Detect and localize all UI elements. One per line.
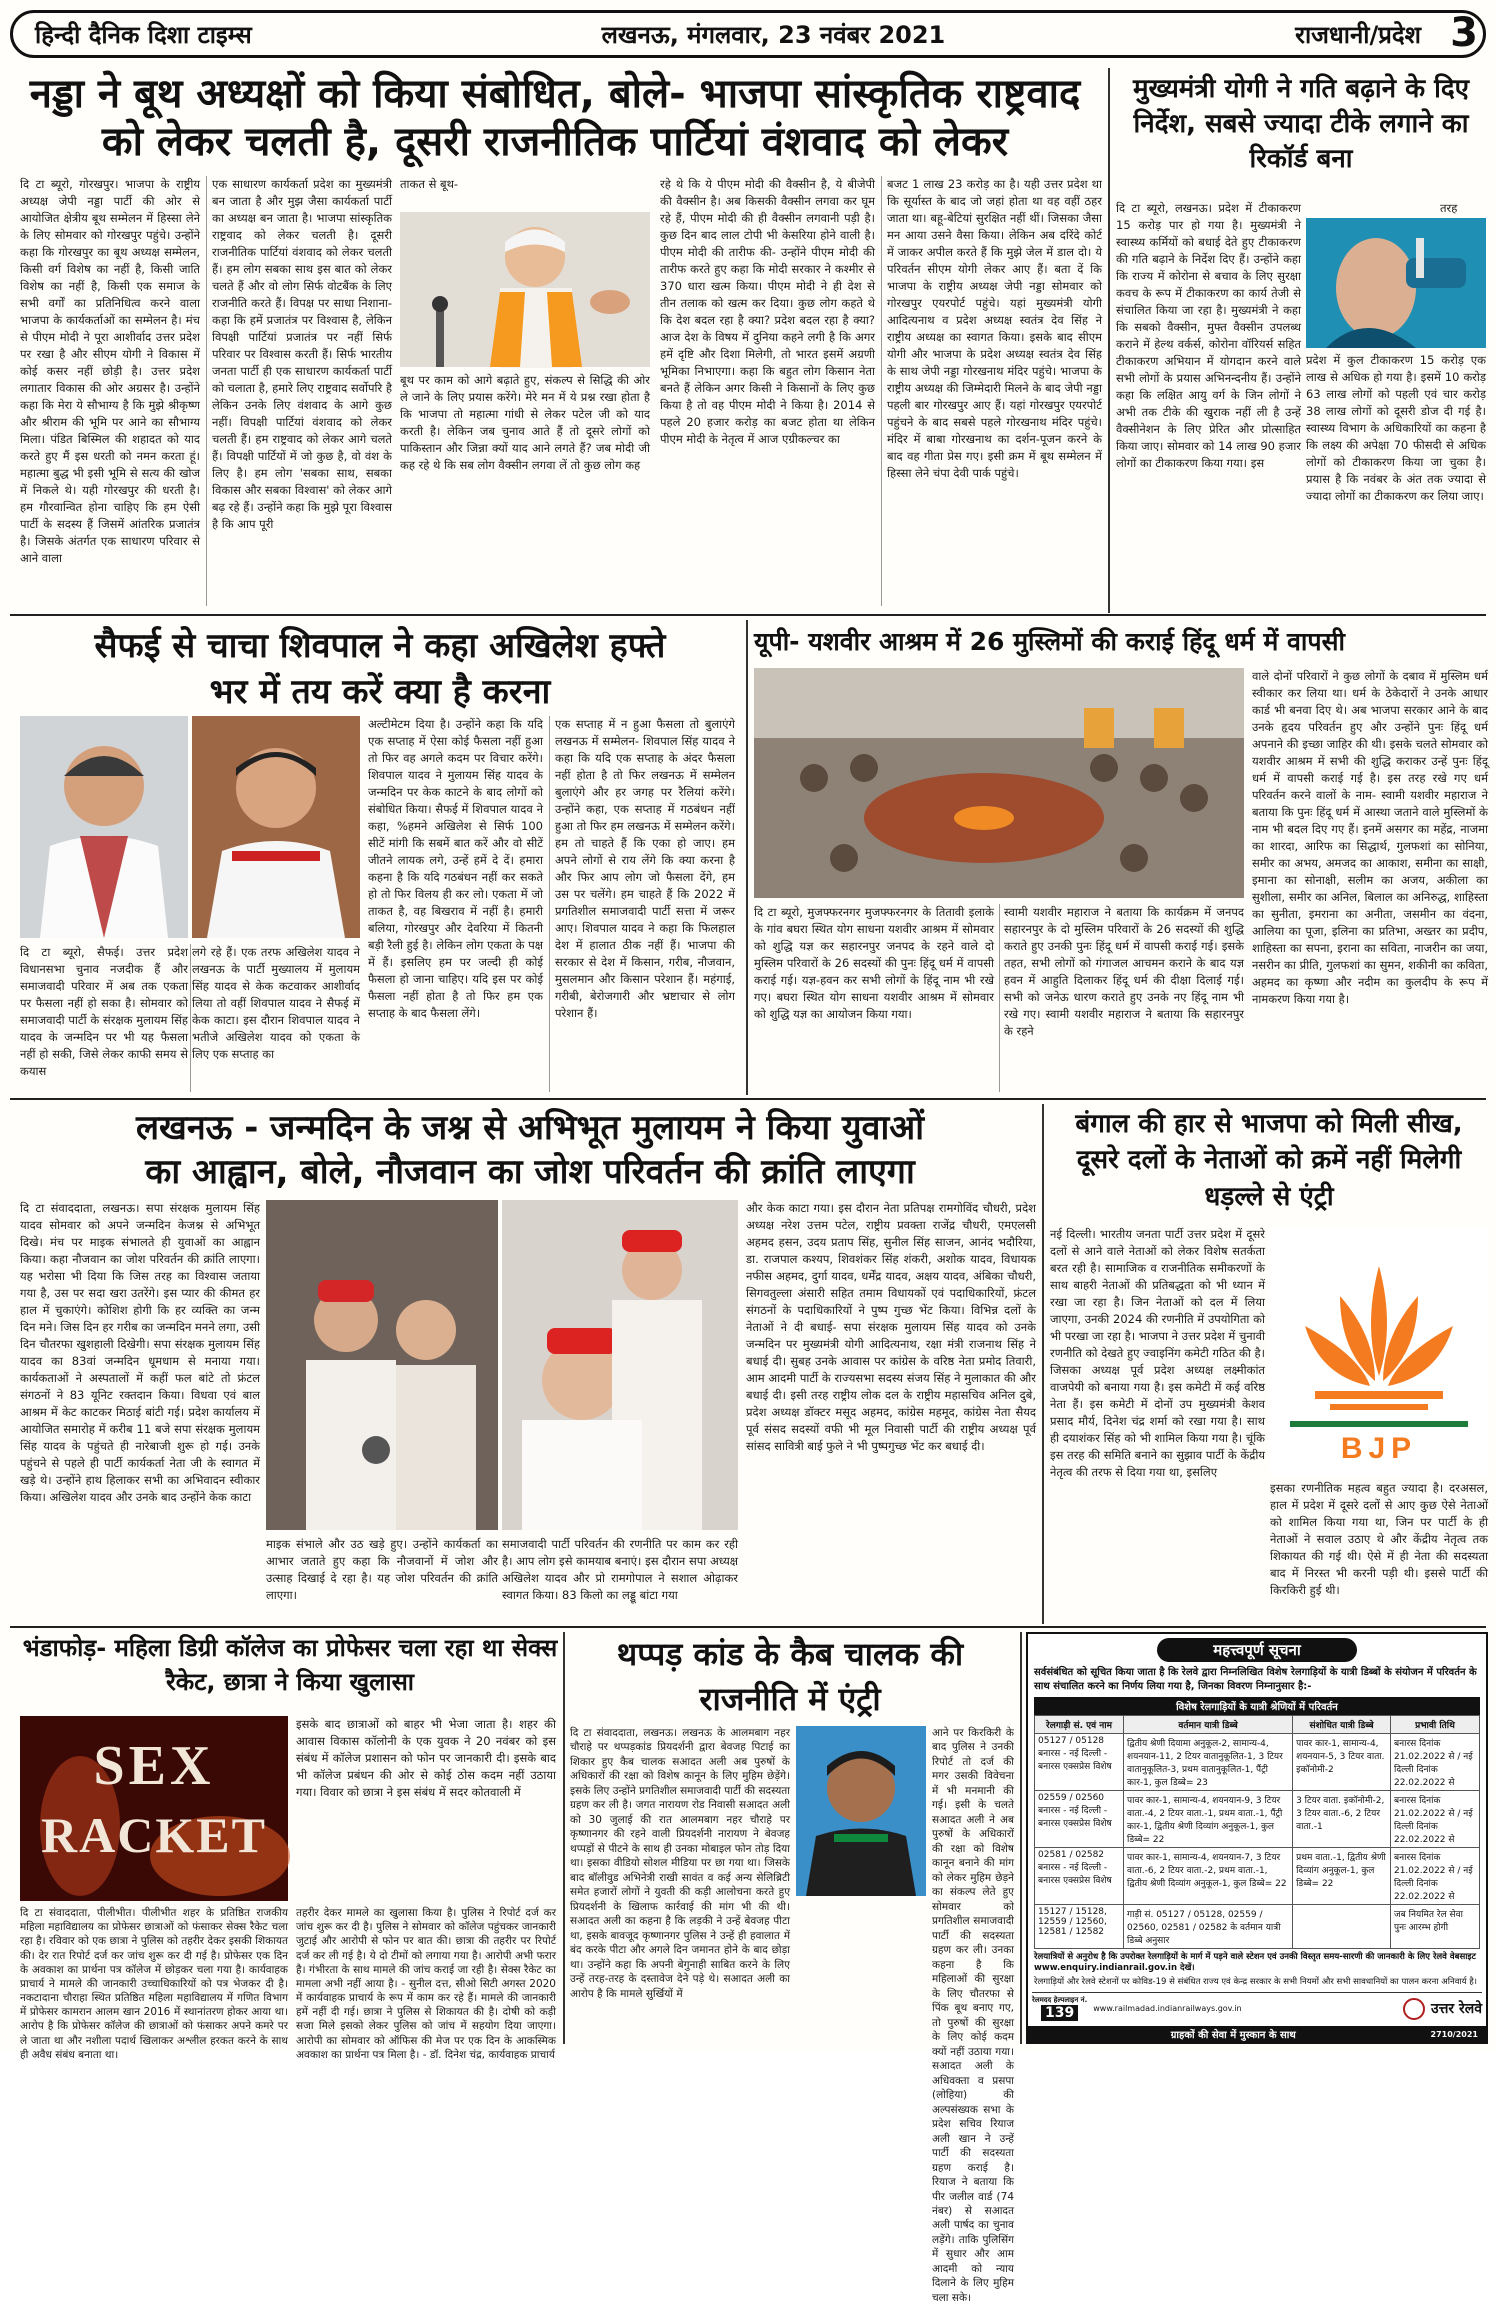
nadda-photo [400, 212, 650, 367]
story1-col5: बजट 1 लाख 23 करोड़ का है। यही उत्तर प्रदेश था कि सूर्यास्त के बाद जो जहां होता था वह वहीं ठहर जाता था। बहू-बेटियां सुरक्षित नहीं थीं। जिसका जैसा मन आया उसने वैसा किया। लेकिन अब दरिंदे कोर्ट में जाकर अपील करते हैं कि मुझे जेल में डाल दो। ये परिवर्तन सीएम योगी लेकर आए हैं। बता दें कि भाजपा के राष्ट्रीय अध्यक्ष जेपी नड्डा सोमवार को गोरखपुर एयरपोर्ट पहुंचे। यहां मुख्यमंत्री योगी आदित्यनाथ व प्रदेश अध्यक्ष स्वतंत्र देव सिंह ने राष्ट्रीय अध्यक्ष का स्वागत किया। इसके बाद सीएम योगी और भाजपा के प्रदेश अध्यक्ष स्वतंत्र देव सिंह के साथ जेपी नड्डा गोरखनाथ मंदिर पहुंचे। भाजपा के राष्ट्रीय अध्यक्ष की जिम्मेदारी मिलने के बाद जेपी नड्डा पहली बार गोरखपुर आए हैं। यहां गोरखपुर एयरपोर्ट पहुंचने के बाद सबसे पहले गोरखनाथ मंदिर पहुंचे। मंदिर में बाबा गोरखनाथ का दर्शन-पूजन करने के बाद वह गीता प्रेस गए। इसी क्रम में बूथ सम्मेलन में हिस्सा लेने चंपा देवी पार्क पहुंचे। [887, 177, 1102, 481]
story7-col3: तहरीर देकर मामले का खुलासा किया है। पुलिस ने रिपोर्ट दर्ज कर जांच शुरू कर दी है। पुलिस ने सोमवार को कॉलेज पहुंचकर जानकारी जुटाई और आरोपी से फोन पर बात की। छात्रा की तहरीर पर रिपोर्ट दर्ज कर ली गई है। ये दो टीमों को लगाया गया है। आरोपी अभी फरार है। गंभीरता के साथ मामले की जांच कराई जा रही है। सेक्स रैकेट का मामला अभी नहीं आया है। - सुनील दत्त, सीओ सिटी अगस्त 2020 में कार्यवाहक प्राचार्य के रूप में काम कर रहे हैं। मामले की जानकारी हमें नहीं दी गई। छात्रा ने पुलिस से शिकायत की है। दोषी को कड़ी सजा मिले इसको लेकर पुलिस को जांच में सहयोग दिया जाएगा। आरोपी का सोमवार को ऑफिस की मेज पर एक दिन के आकस्मिक अवकाश का प्रार्थना पत्र मिला है। - डॉ. दिनेश चंद्र, कार्यवाहक प्राचार्य [296, 1907, 556, 2061]
railway-logo-icon [1403, 1998, 1425, 2020]
nadda-figure [400, 212, 650, 367]
graphic-text-2: RACKET [41, 1807, 267, 1863]
section-rule [10, 1098, 1486, 1100]
divider [999, 904, 1000, 1092]
section-name: राजधानी/प्रदेश [1295, 20, 1421, 49]
story1-col4: रहे थे कि ये पीएम मोदी की वैक्सीन है, ये बीजेपी की वैक्सीन है। अब किसकी वैक्सीन लगवा कर घूम रहे हैं, पीएम मोदी की ही वैक्सीन लगवानी पड़ी है। कुछ दिन बाद लाल टोपी भी केसरिया होने वाली है। पीएम मोदी की तारीफ की- उन्होंने पीएम मोदी की तारीफ करते हुए कहा कि मोदी सरकार ने कश्मीर से 370 धारा खत्म किया। पीएम मोदी ने ही देश से तीन तलाक को खत्म कर दिया। कुछ लोग कहते थे कि देश बदल रहा है क्या? प्रदेश बदल रहा है क्या? आज देश के विषय में दुनिया कहने लगी है कि अगर हमें दृष्टि और दिशा मिलेगी, तो भारत इसमें अग्रणी भूमिका निभाएगा। कहा कि बहुत लोग किसान नेता बनते हैं लेकिन अगर किसी ने किसानों के लिए कुछ किया है तो वह पीएम मोदी ने किया है। 2014 से पहले 20 हजार करोड़ का बजट होता था लेकिन पीएम मोदी के नेतृत्व में आज एग्रीकल्चर का [660, 177, 875, 447]
story8-headline [570, 1632, 1010, 1722]
mulayam-figure-1 [266, 1200, 498, 1530]
akhilesh-photo [192, 716, 360, 938]
table-cell: 05127 / 05128 बनारस - नई दिल्ली - बनारस एक्सप्रेस विशेष [1035, 1734, 1124, 1791]
paper-name: हिन्दी दैनिक दिशा टाइम्स [35, 19, 252, 49]
table-row [1035, 1791, 1480, 1848]
notice-table-wrap [1028, 1715, 1486, 1949]
story1-col3b: बूथ पर काम को आगे बढ़ाते हुए, संकल्प से सिद्धि की ओर ले जाने के लिए प्रयास करेंगे। मेरे मन में ये प्रश्न रखा होता है कि भाजपा तो महात्मा गांधी से लेकर पटेल जी को याद करती है। लेकिन जब चुनाव आते हैं तो दूसरे लोगों को पाकिस्तान और जिन्ना क्यों याद आने लगते हैं? जब मोदी जी कह रहे थे कि सब लोग वैक्सीन लगवा लें तो कुछ लोग कह [400, 373, 650, 473]
table-row [1035, 1905, 1480, 1949]
story1-col2: एक साधारण कार्यकर्ता प्रदेश का मुख्यमंत्री बन जाता है और मुझ जैसा कार्यकर्ता पार्टी का अध्यक्ष बन जाता है। भाजपा सांस्कृतिक राष्ट्रवाद को लेकर चलती है। दूसरी राजनीतिक पार्टियां वंशवाद को लेकर चलती हैं। हम लोग सबका साथ इस बात को लेकर चलते हैं और वो लोग सिर्फ वोटबैंक के लिए राजनीति करते हैं। विपक्ष पर साधा निशाना- कहा कि हमें प्रजातंत्र पर विश्वास है, लेकिन विपक्षी पार्टियां प्रजातंत्र पर नहीं सिर्फ परिवार पर विश्वास करती हैं। सिर्फ भारतीय जनता पार्टी ही एक साधारण कार्यकर्ता पार्टी को चलाता है, हमारे लिए राष्ट्रवाद सर्वोपरि है लेकिन उनके लिए वंशवाद के आगे कुछ नहीं। विपक्षी पार्टियां वंशवाद को लेकर चलती हैं। हम राष्ट्रवाद को लेकर आगे चलते हैं। विपक्षी पार्टियों में जो कुछ है, वो वंश के लिए है। हम लोग 'सबका साथ, सबका विकास और सबका विश्वास' को लेकर आगे बढ़ रहे हैं। उन्होंने कहा कि मुझे पूरा विश्वास है कि आप पूरी [212, 177, 392, 532]
story3-headline [20, 624, 740, 716]
table-cell: 02581 / 02582 बनारस - नई दिल्ली - बनारस एक्सप्रेस विशेष [1035, 1848, 1124, 1905]
helpline-label: रेलमदद हेल्पलाइन नं. [1032, 1996, 1088, 2004]
story2-headline: मुख्यमंत्री योगी ने गति बढ़ाने के दिए निर्देश, सबसे ज्यादा टीके लगाने का रिकॉर्ड बना [1132, 74, 1470, 175]
story3-headline-line1: सैफई से चाचा शिवपाल ने कहा अखिलेश हफ्ते [94, 626, 666, 666]
table-cell: बनारस दिनांक 21.02.2022 से / नई दिल्ली दिनांक 22.02.2022 से [1390, 1848, 1479, 1905]
railway-notice [1026, 1632, 1488, 2044]
table-cell: बनारस दिनांक 21.02.2022 से / नई दिल्ली दिनांक 22.02.2022 से [1390, 1791, 1479, 1848]
story1-col3a: ताकत से बूथ- [400, 177, 459, 191]
divider [1108, 68, 1110, 613]
notice-th-revised: संशोधित यात्री डिब्बे [1293, 1716, 1391, 1734]
helpline-box [1032, 1996, 1087, 2021]
graphic-text-1: SEX [93, 1735, 215, 1797]
table-cell: बनारस दिनांक 21.02.2022 से / नई दिल्ली दिनांक 22.02.2022 से [1390, 1734, 1479, 1791]
story7-col2: दि टा संवाददाता, पीलीभीत। पीलीभीत शहर के प्रतिष्ठित राजकीय महिला महाविद्यालय का प्रोफेसर छात्राओं को फंसाकर सेक्स रैकेट चला रहा है। रविवार को एक छात्रा ने पुलिस को तहरीर देकर इसकी शिकायत की। देर रात रिपोर्ट दर्ज कर जांच शुरू कर दी गई है। प्रोफेसर एक दिन के अवकाश का प्रार्थना पत्र कॉलेज में छोड़कर चला गया है। कार्यवाहक प्राचार्य ने मामले की जानकारी उच्चाधिकारियों को पत्र भेजकर दी है। नकटादाना चौराहा स्थित प्रतिष्ठित महिला महाविद्यालय में गणित विभाग में प्रोफेसर कामरान आलम खान 2016 में स्थानांतरण होकर आया था। आरोप है कि प्रोफेसर कॉलेज की छात्राओं को फंसाकर अपने कमरे पर ले जाता था और नशीला पदार्थ खिलाकर अश्लील हरकत करने के साथ ही अवैध संबंध बनाता था। [20, 1907, 288, 2061]
table-row [1035, 1848, 1480, 1905]
shivpal-photo [20, 716, 188, 938]
table-row [1035, 1734, 1480, 1791]
table-cell [1293, 1905, 1391, 1949]
story4-headline: यूपी- यशवीर आश्रम में 26 मुस्लिमों की कराई हिंदू धर्म में वापसी [754, 627, 1345, 656]
table-cell: द्वितीय श्रेणी दियामा अनुकूल-2, सामान्य-4, शयनयान-11, 2 टियर वातानुकूलित-1, 3 टियर वातानुकूलित-3, प्रथम वातानुकूलित-1, पैंट्री कार-1, कुल डिब्बे= 23 [1124, 1734, 1293, 1791]
sex-racket-graphic [20, 1716, 288, 1901]
story3-col1: दि टा ब्यूरो, सैफई। उत्तर प्रदेश विधानसभा चुनाव नजदीक हैं और समाजवादी परिवार में अब तक एकता पर फैसला नहीं हो सका है। सोमवार को समाजवादी पार्टी के संरक्षक मुलायम सिंह यादव के जन्मदिन पर भी यह फैसला नहीं हो सकी, जिसे लेकर काफी समय से कयास [20, 945, 188, 1079]
notice-footer [1032, 1992, 1482, 2024]
akhilesh-figure [192, 716, 360, 938]
section-rule [10, 614, 1486, 616]
story8-col1: दि टा संवाददाता, लखनऊ। लखनऊ के आलमबाग नहर चौराहे पर थप्पड़कांड प्रियदर्शनी द्वारा बेवजह पिटाई का शिकार हुए कैब चालक सआदत अली अब पुरुषों के अधिकारों की रक्षा को विशेष कानून के लिए मुहिम छेड़ेंगे। इसके लिए उन्होंने प्रगतिशील समाजवादी पार्टी की सदस्यता ग्रहण कर ली है। जगत नारायण रोड निवासी सआदत अली को 30 जुलाई की रात आलमबाग नहर चौराहे पर कृष्णानगर की रहने वाली प्रियदर्शनी नारायण ने बेवजह थप्पड़ों से पीटने के साथ ही उनका मोबाइल फोन तोड़ दिया था। इसका वीडियो सोशल मीडिया पर छा गया था। जिसके बाद बॉलीवुड अभिनेत्री राखी सावंत व कई अन्य सेलिब्रिटी समेत हजारों लोगों ने युवती की कड़ी आलोचना करते हुए प्रियदर्शनी के खिलाफ कार्रवाई की मांग भी की थी। सआदत अली का कहना है कि लड़की ने उन्हें बेवजह पीटा था, इसके बावजूद कृष्णानगर पुलिस ने उन्हें ही हवालात में बंद करके पीटा और अगले दिन जमानत होने के बाद छोड़ा था। उन्होंने कहा कि अपनी बेगुनाही साबित करने के लिए उन्हें तरह-तरह के दस्तावेज देने पड़े थे। सआदत अली का आरोप है कि मामले सुर्खियों में [570, 1727, 790, 2000]
story5-headline-line1: लखनऊ - जन्मदिन के जश्न से अभिभूत मुलायम ने किया युवाओं [135, 1108, 925, 1148]
divider [563, 1632, 565, 2044]
notice-tagline: ग्राहकों की सेवा में मुस्कान के साथ [1170, 2030, 1296, 2041]
divider [549, 716, 550, 1092]
bjp-logo-text: BJP [1340, 1432, 1418, 1465]
notice-code: 2710/2021 [1430, 2029, 1478, 2039]
notice-th-current: वर्तमान यात्री डिब्बे [1124, 1716, 1293, 1734]
notice-note1: रेलयात्रियों से अनुरोध है कि उपरोक्त रेलगाड़ियों के मार्ग में पड़ने वाले स्टेशन एवं उनकी विस्तृत समय-सारणी की जानकारी के लिए रेलवे वेबसाइट www.enquiry.indianrail.gov.in देखें। [1034, 1952, 1476, 1974]
story1-headline-line1: नड्डा ने बूथ अध्यक्षों को किया संबोधित, बोले- भाजपा सांस्कृतिक राष्ट्रवाद [29, 71, 1081, 117]
story5-headline [20, 1106, 1040, 1194]
table-cell: गाड़ी सं. 05127 / 05128, 02559 / 02560, 02581 / 02582 के वर्तमान यात्री डिब्बे अनुसार [1124, 1905, 1293, 1949]
shivpal-figure [20, 716, 188, 938]
ashram-figure [754, 668, 1244, 898]
story4-col2: स्वामी यशवीर महाराज ने बताया कि कार्यक्रम में जनपद सहारनपुर के दो मुस्लिम परिवारों के 26 सदस्यों की शुद्धि कराते हुए उनकी पुनः हिंदू धर्म में वापसी कराई गई। इसके तहत, सभी लोगों को गंगाजल आचमन कराने के बाद यज्ञ हवन में आहुति दिलाकर हिंदू धर्म की दीक्षा दिलाई गई। सभी को जनेऊ धारण कराते हुए उनके नए हिंदू नाम भी रखे गए। स्वामी यशवीर महाराज ने बताया कि सहारनपुर के रहने [1004, 905, 1244, 1039]
story5-col2: और केक काटा गया। इस दौरान नेता प्रतिपक्ष रामगोविंद चौधरी, प्रदेश अध्यक्ष नरेश उत्तम पटेल, राष्ट्रीय प्रवक्ता राजेंद्र चौधरी, एमएलसी अहमद हसन, उदय प्रताप सिंह, सुनील सिंह साजन, आनंद भदौरिया, डा. राजपाल कश्यप, शिवशंकर सिंह शंकरी, अशोक यादव, विधायक नफीस अहमद, दुर्गा यादव, धर्मेंद्र यादव, अक्षय यादव, अंबिका चौधरी, सिगवतुल्ला अंसारी सहित तमाम विधायकों एवं पदाधिकारियों, फ्रंटल संगठनों के पदाधिकारियों ने पुष्प गुच्छ भेंट किया। विभिन्न दलों के नेताओं ने दी बधाई- सपा संरक्षक मुलायम सिंह यादव को उनके जन्मदिन पर मुख्यमंत्री योगी आदित्यनाथ, रक्षा मंत्री राजनाथ सिंह ने बधाई दी। सुबह उनके आवास पर कांग्रेस के वरिष्ठ नेता प्रमोद तिवारी, आम आदमी पार्टी के राज्यसभा सदस्य संजय सिंह ने मुलाकात की और बधाई दी। इसी तरह राष्ट्रीय लोक दल के राष्ट्रीय महासचिव अनिल दुबे, प्रदेश अध्यक्ष डॉक्टर मसूद अहमद, कांग्रेस महमूद, कांग्रेस नेता सैयद पूर्व संसद सदस्यों वफी भी मूल निवासी पार्टी की राष्ट्रीय अध्यक्ष पूर्व सांसद सावित्री बाई फुले ने भी पुष्पगुच्छ भेंट कर बधाई दी। [746, 1201, 1036, 1454]
story3-col3: अल्टीमेटम दिया है। उन्होंने कहा कि यदि एक सप्ताह में ऐसा कोई फैसला नहीं हुआ तो फिर वह अगले कदम पर विचार करेंगे। शिवपाल यादव ने मुलायम सिंह यादव के जन्मदिन पर केक काटने के बाद लोगों को संबोधित किया। सैफई में शिवपाल यादव ने कहा, %हमने अखिलेश से सिर्फ 100 सीटें मांगी कि सबमें बात करें और वो सीटें जीतने लायक लगे, उन्हें हमें दे दें। हमारा कहना है कि यदि गठबंधन नहीं कर सकते हो तो फिर विलय ही कर लो। एकता में जो ताकत है, वह बिखराव में नहीं है। हमारी बलिया, गोरखपुर और देवरिया में कितनी बड़ी रैली हुई है। लेकिन लोग एकता के पक्ष में हैं। इसलिए हम पर जल्दी ही कोई फैसला हो जाना चाहिए। यदि इस पर कोई फैसला नहीं होता है तो फिर हम एक सप्ताह के बाद फैसला लेंगे। [368, 717, 543, 1021]
mulayam-photo-2 [502, 1200, 738, 1530]
ashram-photo [754, 668, 1244, 898]
story4-col1: दि टा ब्यूरो, मुजफ्फरनगर मुजफ्फरनगर के तितावी इलाके के गांव बघरा स्थित योग साधना यशवीर आश्रम में सोमवार को शुद्धि यज्ञ कर सहारनपुर जनपद के रहने वाले दो मुस्लिम परिवारों के 26 सदस्यों की पुनः हिंदू धर्म में वापसी कराई गई। यज्ञ-हवन कर सभी लोगों के हिंदू नाम भी रखे गए। बघरा स्थित योग साधना यशवीर आश्रम में सोमवार को शुद्धि यज्ञ का आयोजन किया गया। [754, 905, 994, 1022]
story8-col2: आने पर किरकिरी के बाद पुलिस ने उनकी रिपोर्ट तो दर्ज की मगर उसकी विवेचना में भी मनमानी की गई। इसी के चलते सआदत अली ने अब पुरुषों के अधिकारों की रक्षा को विशेष कानून बनाने की मांग को लेकर मुहिम छेड़ने का संकल्प लेते हुए सोमवार को प्रगतिशील समाजवादी पार्टी की सदस्यता ग्रहण कर ली। उनका कहना है कि महिलाओं की सुरक्षा के लिए चौतरफा से पिंक बूथ बनाए गए, तो पुरुषों की सुरक्षा के लिए कोई कदम क्यों नहीं उठाया गया। सआदत अली के अधिवक्ता व प्रसपा (लोहिया) की अल्पसंख्यक सभा के प्रदेश सचिव रियाज अली खान ने उन्हें पार्टी की सदस्यता ग्रहण कराई है। रियाज ने बताया कि पीर जलील वार्ड (74 नंबर) से सआदत अली पार्षद का चुनाव लड़ेंगे। ताकि पुलिसिंग में सुधार और आम आदमी को न्याय दिलाने के लिए मुहिम चला सके। [932, 1727, 1014, 2304]
notice-th-train: रेलगाड़ी सं. एवं नाम [1035, 1716, 1124, 1734]
dateline: लखनऊ, मंगलवार, 23 नवंबर 2021 [601, 20, 946, 49]
story5-col1: दि टा संवाददाता, लखनऊ। सपा संरक्षक मुलायम सिंह यादव सोमवार को अपने जन्मदिन केजश्न से अभिभूत दिखे। मंच पर माइक संभालते ही युवाओं का आह्वान किया। कहा नौजवान का जोश परिवर्तन की क्रांति लाएगा। यह भरोसा भी दिया कि जिस तरह का विश्वास जताया गया है, उस पर सदा खरा उतरेंगे। इस प्यार की कीमत हर हाल में चुकाएंगे। कोशिश होगी कि हर व्यक्ति का जन्म दिन मने। जिस दिन हर गरीब का जन्मदिन मनने लगा, उसी दिन चौतरफा खुशहाली दिखेगी। सपा संरक्षक मुलायम सिंह यादव का 83वां जन्मदिन धूमधाम से मनाया गया। कार्यकताओं ने अस्पतालों में कहीं फल बांटे तो फ्रंटल संगठनों ने 83 यूनिट रक्तदान किया। विधवा एवं बाल आश्रम में केट काटकर मिठाई बांटी गई। प्रदेश कार्यालय में आयोजित समारोह में करीब 11 बजे सपा संरक्षक मुलायम सिंह यादव के पहुंचते ही नारेबाजी शुरू हो गई। उनके पहुंचने से पहले ही पार्टी कार्यकर्ता नेता जी के स्वागत में खड़े थे। उन्होंने हाथ हिलाकर सभी का अभिवादन स्वीकार किया। अखिलेश यादव और उनके बाद उन्होंने केक काटा [20, 1201, 260, 1505]
masthead [10, 10, 1486, 58]
story4-col3: वाले दोनों परिवारों ने कुछ लोगों के दबाव में मुस्लिम धर्म स्वीकार कर लिया था। धर्म के ठेकेदारों ने उनके आधार कार्ड भी बनवा दिए थे। अब भाजपा सरकार आने के बाद उनके हृदय परिवर्तन हुए और उन्होंने पुनः हिंदू धर्म अपनाने की इच्छा जाहिर की थी। इसके चलते सोमवार को यशवीर आश्रम में सभी की शुद्धि कराकर उन्हें पुनः हिंदू धर्म में वापसी कराई गई है। इस तरह रखे गए धर्म परिवर्तन करने वालों के नाम- स्वामी यशवीर महाराज ने बताया कि पुनः हिंदू धर्म में आस्था जताने वाले मुस्लिमों के नाम भी बदल दिए गए हैं। इनमें असगर का महेंद्र, नाजमा का शारदा, आरिफ का सिद्धार्थ, गुलफशां का सोनिया, समीर का अभय, अमजद का आकाश, समीना का साक्षी, इमाना का सोनाक्षी, सलीम का अजय, अकीला का सुशीला, समीर का अनिल, बिलाल का अनिरुद्ध, शाहिस्ता का सुनीता, इमराना का अनीता, जसमीन का वंदना, आलिया का पूजा, इलिना का प्रतिभा, अख्तर का प्रदीप, शाहिस्ता का सपना, इराना का सविता, नाजरीन का जया, नसरीन का प्रीति, गुलफशां का सुमन, शकीनी का कविता, अहमद का कृष्णा और नदीम का कुलदीप के रूप में नामकरण किया गया है। [1252, 669, 1488, 1007]
story2-col2a: तरह [1440, 201, 1458, 215]
notice-table-caption: विशेष रेलगाड़ियों के यात्री श्रेणियों में परिवर्तन [1034, 1697, 1480, 1715]
vaccination-figure [1306, 218, 1486, 348]
divider [1042, 1104, 1044, 1624]
story5-caption1: माइक संभाले और उठ खड़े हुए। उन्होंने कार्यकर्ता का आभार जताते हुए कहा कि नौजवानों में जोश और उत्साह दिखाई दे रहा है। यह जोश परिवर्तन की क्रांति लाएगा। [266, 1537, 498, 1603]
story8-headline-line1: थप्पड़ कांड के कैब चालक की [616, 1635, 964, 1673]
cab-driver-figure [796, 1726, 926, 1896]
story7-col1: इसके बाद छात्राओं को बाहर भी भेजा जाता है। शहर की आवास विकास कॉलोनी के एक युवक ने 20 नवंबर को इस संबंध में कॉलेज प्रशासन को फोन पर जानकारी दी। इसके बाद भी कॉलेज प्रबंधन की ओर से कोई ठोस कदम नहीं उठाया गया। विवार को छात्रा ने इस संबंध में सदर कोतवाली में [296, 1717, 556, 1800]
story6-headline: बंगाल की हार से भाजपा को मिली सीख, दूसरे दलों के नेताओं को क्रमें नहीं मिलेगी धड़ल्ले से एंट्री [1075, 1109, 1463, 1212]
divider [206, 176, 207, 606]
table-cell: जब नियमित रेल सेवा पुनः आरम्भ होगी [1390, 1905, 1479, 1949]
story3-col4: एक सप्ताह में न हुआ फैसला तो बुलाएंगे लखनऊ में सम्मेलन- शिवपाल सिंह यादव ने कहा कि यदि एक सप्ताह के अंदर फैसला नहीं होता है तो फिर लखनऊ में सम्मेलन बुलाएंगे और हर जगह पर रैलियां करेंगे। उन्होंने कहा, एक सप्ताह में गठबंधन नहीं हुआ तो फिर हम लखनऊ में सम्मेलन करेंगे। हम तो चाहते हैं कि एका हो जाए। हम अपने लोगों से राय लेंगे कि क्या करना है और फिर आप लोग जो फैसला देंगे, हम उस पर चलेंगे। हम चाहते हैं कि 2022 में प्रगतिशील समाजवादी पार्टी सत्ता में जरूर आए। शिवपाल यादव ने कहा कि फिलहाल देश में हालात ठीक नहीं हैं। भाजपा की सरकार से देश में किसान, गरीब, नौजवान, मुसलमान और किसान परेशान हैं। महंगाई, गरीबी, बेरोजगारी और भ्रष्टाचार से लोग परेशान हैं। [555, 717, 735, 1021]
table-cell: 02559 / 02560 बनारस - नई दिल्ली - बनारस एक्सप्रेस विशेष [1035, 1791, 1124, 1848]
helpline-number: 139 [1041, 2005, 1078, 2021]
story3-headline-line2: भर में तय करें क्या है करना [209, 671, 551, 712]
notice-intro: सर्वसंबंधित को सूचित किया जाता है कि रेलवे द्वारा निम्नलिखित विशेष रेलगाड़ियों के यात्री डिब्बों के संयोजन में परिवर्तन के साथ संचालित करने का निर्णय लिया गया है, जिनका विवरण निम्नानुसार है:- [1034, 1667, 1477, 1692]
table-cell: 3 टियर वाता. इकॉनोमी-2, 3 टियर वाता.-6, 2 टियर वाता.-1 [1293, 1791, 1391, 1848]
story3-col2: लगे रहे हैं। एक तरफ अखिलेश यादव ने लखनऊ के पार्टी मुख्यालय में मुलायम सिंह यादव से केक कटवाकर आशीर्वाद लिया तो वहीं शिवपाल यादव ने सैफई में केक काटा। इस दौरान शिवपाल यादव ने भतीजे अखिलेश यादव को एकता के लिए एक सप्ताह का [192, 945, 360, 1062]
divider [190, 944, 191, 1092]
story1-headline [20, 70, 1090, 166]
table-cell: पावर कार-1, सामान्य-4, शयनयान-5, 3 टियर वाता. इकॉनोमी-2 [1293, 1734, 1391, 1791]
mulayam-figure-2 [502, 1200, 738, 1530]
divider [746, 620, 748, 1095]
notice-title: महत्त्वपूर्ण सूचना [1157, 1638, 1357, 1662]
notice-table [1034, 1715, 1480, 1949]
story8-headline-line2: राजनीति में एंट्री [699, 1679, 881, 1718]
story2-col2b: प्रदेश में कुल टीकाकरण 15 करोड़ एक लाख से अधिक हो गया है। इसमें 10 करोड़ 63 लाख लोगों को पहली एवं चार करोड़ 38 लाख लोगों को दूसरी डोज दी गई है। स्वास्थ्य विभाग के अधिकारियों का कहना है कि लक्ष्य की अपेक्षा 70 फीसदी से अधिक लोगों को टीकाकरण किया जा चुका है। प्रयास है कि नवंबर के अंत तक ज्यादा से ज्यादा लोगों का टीकाकरण कर लिया जाए। [1306, 353, 1486, 504]
notice-th-date: प्रभावी तिथि [1390, 1716, 1479, 1734]
story5-headline-line2: का आह्वान, बोले, नौजवान का जोश परिवर्तन की क्रांति लाएगा [145, 1152, 915, 1193]
railmadad-website: www.railmadad.indianrailways.gov.in [1093, 2004, 1242, 2013]
cab-driver-photo [796, 1726, 926, 1896]
divider [1020, 1632, 1022, 2044]
railway-name: उत्तर रेलवे [1431, 2001, 1482, 2017]
story8-col2b [796, 1900, 1014, 2044]
mulayam-photo-1 [266, 1200, 498, 1530]
story7-headline: भंडाफोड़- महिला डिग्री कॉलेज का प्रोफेसर चला रहा था सेक्स रैकेट, छात्रा ने किया खुलासा [22, 1634, 558, 1696]
notice-note2: रेलगाड़ियों और रेलवे स्टेशनों पर कोविड-19 से संबंधित राज्य एवं केन्द्र सरकार के सभी नियमों और सभी सावधानियों का पालन करना अनिवार्य है। [1034, 1977, 1477, 1988]
story6-col2: इसका रणनीतिक महत्व बहुत ज्यादा है। दरअसल, हाल में प्रदेश में दूसरे दलों से आए कुछ ऐसे नेताओं को शामिल किया गया था, जिन पर पार्टी के ही नेताओं ने सवाल उठाए थे और केंद्रीय नेतृत्व तक शिकायत की गई थी। ऐसे में ही नेता की सदस्यता बाद में निरस्त भी करनी पड़ी थी। इससे पार्टी की किरकिरी हुई थी। [1270, 1481, 1488, 1598]
table-cell: 15127 / 15128, 12559 / 12560, 12581 / 12582 [1035, 1905, 1124, 1949]
section-rule [10, 1626, 1486, 1628]
divider [881, 176, 882, 606]
bjp-logo [1270, 1226, 1488, 1476]
story2-col1: दि टा ब्यूरो, लखनऊ। प्रदेश में टीकाकरण 15 करोड़ पार हो गया है। मुख्यमंत्री ने स्वास्थ्य कर्मियों को बधाई देते हुए टीकाकरण की गति बढ़ाने के निर्देश दिए हैं। उन्होंने कहा कि राज्य में कोरोना से बचाव के लिए सुरक्षा कवच के रूप में टीकाकरण का कार्य तेजी से संचालित किया जा रहा है। मुख्यमंत्री ने कहा कि सबको वैक्सीन, मुफ्त वैक्सीन उपलब्ध कराने में हेल्थ वर्कर्स, कोरोना वॉरियर्स सहित टीकाकरण अभियान में योगदान करने वाले सभी लोगों के प्रयास अभिनन्दनीय हैं। उन्होंने कहा कि लक्षित आयु वर्ग के जिन लोगों ने अभी तक टीके की खुराक नहीं ली है उन्हें वैक्सीनेशन के लिए प्रेरित और प्रोत्साहित किया जाए। सोमवार को 14 लाख 90 हजार लोगों का टीकाकरण किया गया। इस [1116, 201, 1301, 471]
notice-footer-line [1028, 2026, 1486, 2042]
page-number: 3 [1450, 10, 1478, 56]
story1-col1: दि टा ब्यूरो, गोरखपुर। भाजपा के राष्ट्रीय अध्यक्ष जेपी नड्डा पार्टी की ओर से आयोजित क्षेत्रीय बूथ सम्मेलन में हिस्सा लेने के लिए सोमवार को गोरखपुर पहुंचे। उन्होंने कहा कि गोरखपुर का बूथ अध्यक्ष सम्मेलन, किसी वर्ग विशेष का नहीं है, किसी जाति विशेष का नहीं है, किसी एक समाज के सभी वर्गों का प्रतिनिधित्व करने वाला भाजपा के कार्यकर्ताओं का सम्मेलन है। मंच से पीएम मोदी ने पूरा आशीर्वाद उत्तर प्रदेश पर रखा है और सीएम योगी ने विकास में कोई कसर नहीं छोड़ी है। उत्तर प्रदेश लगातार विकास की ओर अग्रसर है। उन्होंने कहा कि मेरा ये सौभाग्य है कि मुझे श्रीकृष्ण और श्रीराम की भूमि पर आने का सौभाग्य मिला। पंडित बिस्मिल की शहादत को याद करते हुए मैं इस धरती को नमन करता हूं। महात्मा बुद्ध भी इसी भूमि से सत्य की खोज में निकले थे। यही गोरखपुर की धरती है। हम गौरवान्वित होना चाहिए कि हम ऐसी पार्टी के सदस्य हैं जिसमें आंतरिक प्रजातंत्र है। जिसके अंतर्गत एक साधारण परिवार से आने वाला [20, 177, 200, 566]
story6-col1: नई दिल्ली। भारतीय जनता पार्टी उत्तर प्रदेश में दूसरे दलों से आने वाले नेताओं को लेकर विशेष सतर्कता बरत रही है। सामाजिक व राजनीतिक समीकरणों के साथ बाहरी नेताओं की प्रतिबद्धता को भी ध्यान में रखा जा रहा है। जिन नेताओं को दल में लिया जाएगा, उनकी 2024 की रणनीति में उपयोगिता को भी परखा जा रहा है। भाजपा ने उत्तर प्रदेश में चुनावी रणनीति को देखते हुए ज्वाइनिंग कमेटी गठित की है। जिसका अध्यक्ष पूर्व प्रदेश अध्यक्ष लक्ष्मीकांत वाजपेयी को बनाया गया है। इस कमेटी में कई वरिष्ठ नेता हैं। इस कमेटी में दोनों उप मुख्यमंत्री केशव प्रसाद मौर्य, दिनेश चंद्र शर्मा को रखा गया है। साथ ही दयाशंकर सिंह को भी शामिल किया गया है। चूंकि इस तरह की समिति बनाने का सुझाव पार्टी के केंद्रीय नेतृत्व की तरफ से दिया गया था, इसलिए [1050, 1227, 1265, 1480]
table-cell: पावर कार-1, सामान्य-4, शयनयान-9, 3 टियर वाता.-4, 2 टियर वाता.-1, प्रथम वाता.-1, पैंट्री कार-1, द्वितीय श्रेणी दिव्यांग अनुकूल-1, कुल डिब्बे= 22 [1124, 1791, 1293, 1848]
vaccination-photo [1306, 218, 1486, 348]
story5-caption2: समाजवादी पार्टी परिवर्तन की रणनीति पर काम कर रही है। आप लोग इसे कामयाब बनाएं। इस दौरान सपा अध्यक्ष अखिलेश यादव और प्रो रामगोपाल ने सशाल ओढ़ाकर स्वागत किया। 83 किलो का लड्डू बांटा गया [502, 1537, 738, 1603]
story1-headline-line2: को लेकर चलती है, दूसरी राजनीतिक पार्टियां वंशवाद को लेकर [101, 119, 1009, 165]
table-cell: प्रथम वाता.-1, द्वितीय श्रेणी दिव्यांग अनुकूल-1, कुल डिब्बे= 22 [1293, 1848, 1391, 1905]
table-cell: पावर कार-1, सामान्य-4, शयनयान-7, 3 टियर वाता.-6, 2 टियर वाता.-2, प्रथम वाता.-1, द्वितीय श्रेणी दिव्यांग अनुकूल-1, कुल डिब्बे= 22 [1124, 1848, 1293, 1905]
